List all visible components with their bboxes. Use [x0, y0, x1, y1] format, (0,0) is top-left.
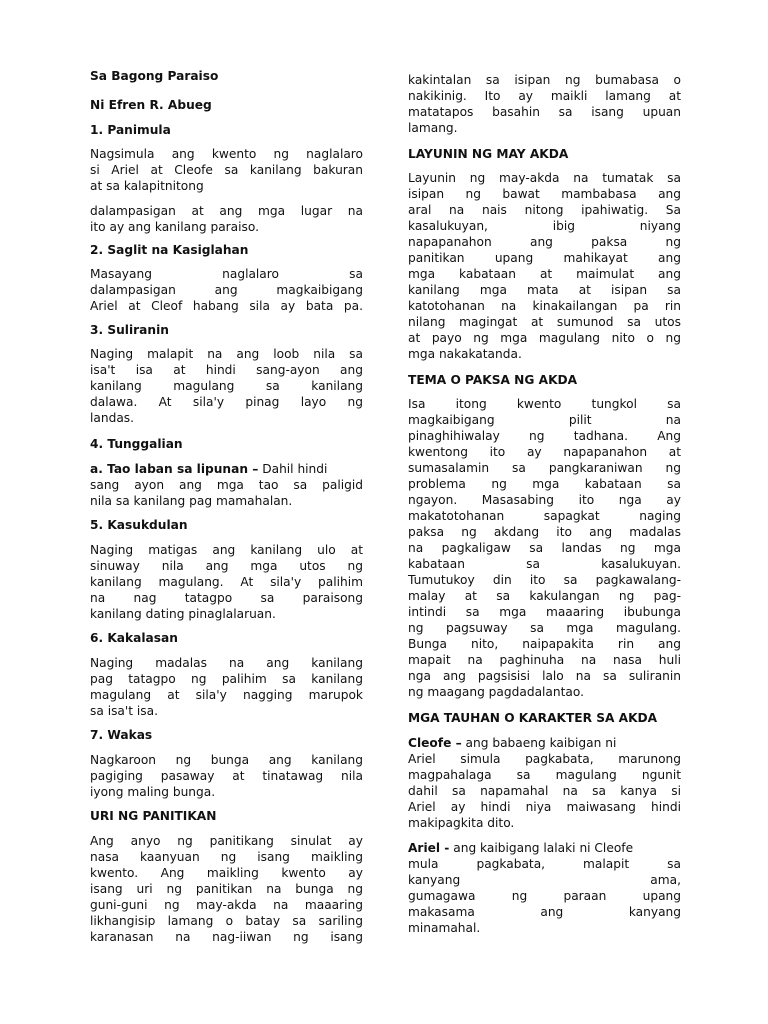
text-line: matatapos basahin sa isang upuan — [408, 105, 681, 119]
text-line: lamang. — [408, 121, 458, 135]
text-line: kanilang mga mata at isipan sa — [408, 283, 681, 297]
text-line: sa isa't isa. — [90, 704, 158, 718]
text-line — [408, 840, 681, 856]
text-line: dalampasigan at ang mga lugar na — [90, 204, 363, 218]
text-line: gumagawa ng paraan upang — [408, 889, 681, 903]
heading-wakas: 7. Wakas — [90, 728, 153, 742]
text-line: Layunin ng may-akda na tumatak sa — [408, 171, 681, 185]
text-line: dahil sa napamahal na sa kanya si — [408, 784, 681, 798]
heading-kakalasan: 6. Kakalasan — [90, 631, 178, 645]
heading-layunin: LAYUNIN NG MAY AKDA — [408, 147, 569, 161]
text-line: nilang magingat at sumunod sa utos — [408, 315, 681, 329]
text-line: si Ariel at Cleofe sa kanilang bakuran — [90, 163, 363, 177]
text-line: problema ng mga kabataan sa — [408, 477, 681, 491]
text-line: Tumutukoy din ito sa pagkawalang- — [408, 573, 681, 587]
text-line: makasama ang kanyang — [408, 905, 681, 919]
cleofe-text: ang babaeng kaibigan ni — [461, 736, 617, 750]
text-line: Ariel at Cleof habang sila ay bata pa. — [90, 299, 363, 313]
text-line: Masayang naglalaro sa — [90, 267, 363, 281]
text-line: kwento. Ang maikling kwento ay — [90, 866, 363, 880]
text-line — [90, 461, 363, 477]
text-line: mga kabataan at maimulat ang — [408, 267, 681, 281]
text-line — [408, 735, 681, 751]
text-line: karanasan na nag-iiwan ng isang — [90, 930, 363, 944]
text-line: na pagkaligaw sa landas ng mga — [408, 541, 681, 555]
text-line: Nagsimula ang kwento ng naglalaro — [90, 147, 363, 161]
text-line: Ariel ay hindi niya maiwasang hindi — [408, 800, 681, 814]
text-line: guni-guni ng may-akda na maaaring — [90, 898, 363, 912]
heading-uri: URI NG PANITIKAN — [90, 809, 217, 823]
text-line: mula pagkabata, malapit sa — [408, 857, 681, 871]
text-line: Naging malapit na ang loob nila sa — [90, 347, 363, 361]
text-line: likhangisip lamang o batay sa sariling — [90, 914, 363, 928]
text-line: Naging matigas ang kanilang ulo at — [90, 543, 363, 557]
text-line: minamahal. — [408, 921, 481, 935]
text-line: katotohanan na kinakailangan pa rin — [408, 299, 681, 313]
text-line: kanilang dating pinaglalaruan. — [90, 607, 276, 621]
text-line: dalawa. At sila'y pinag layo ng — [90, 395, 363, 409]
heading-panimula: 1. Panimula — [90, 123, 171, 137]
text-line: intindi sa mga maaaring ibubunga — [408, 605, 681, 619]
cleofe-lead: Cleofe – — [408, 736, 462, 750]
text-line: kanilang magulang sa kanilang — [90, 379, 363, 393]
text-line: nakikinig. Ito ay maikli lamang at — [408, 89, 681, 103]
text-line: at payo ng mga magulang nito o ng — [408, 331, 681, 345]
text-line: ito ay ang kanilang paraiso. — [90, 220, 259, 234]
document-title: Sa Bagong Paraiso — [90, 69, 219, 83]
text-line: mga nakakatanda. — [408, 347, 522, 361]
heading-tunggalian: 4. Tunggalian — [90, 437, 183, 451]
heading-tauhan: MGA TAUHAN O KARAKTER SA AKDA — [408, 711, 658, 725]
text-line: nasa kaanyuan ng isang maikling — [90, 850, 363, 864]
text-line: pagiging pasaway at tinatawag nila — [90, 769, 363, 783]
document-author: Ni Efren R. Abueg — [90, 98, 212, 112]
heading-kasukdulan: 5. Kasukdulan — [90, 518, 188, 532]
text-line: mapait na paghinuha na nasa huli — [408, 653, 681, 667]
text-line: kwentong ito ay napapanahon at — [408, 445, 681, 459]
text-line: pinaghihiwalay ng tadhana. Ang — [408, 429, 681, 443]
text-line: kanyang ama, — [408, 873, 681, 887]
text-line: ng maagang pagdadalantao. — [408, 685, 584, 699]
ariel-lead: Ariel - — [408, 841, 450, 855]
text-line: kanilang magulang. At sila'y palihim — [90, 575, 363, 589]
text-line: malay at sa kakulangan ng pag- — [408, 589, 681, 603]
text-line: napapanahon ang paksa ng — [408, 235, 681, 249]
text-line: Nagkaroon ng bunga ang kanilang — [90, 753, 363, 767]
text-line: iyong maling bunga. — [90, 785, 216, 799]
text-line: Bunga nito, naipapakita rin ang — [408, 637, 681, 651]
text-line: na nag tatagpo sa paraisong — [90, 591, 363, 605]
text-line: nga ang pagsisisi lalo na sa suliranin — [408, 669, 681, 683]
text-line: at sa kalapitnitong — [90, 179, 204, 193]
text-line: sinuway nila ang mga utos ng — [90, 559, 363, 573]
text-line: makatotohanan sapagkat naging — [408, 509, 681, 523]
text-line: makipagkita dito. — [408, 816, 515, 830]
text-line: pag tatagpo ng palihim sa kanilang — [90, 672, 363, 686]
text-line: Isa itong kwento tungkol sa — [408, 397, 681, 411]
text-line: kasalukuyan, ibig niyang — [408, 219, 681, 233]
text-line: isa't isa at hindi sang-ayon ang — [90, 363, 363, 377]
text-line: Ang anyo ng panitikang sinulat ay — [90, 834, 363, 848]
text-line: magulang at sila'y nagging marupok — [90, 688, 363, 702]
ariel-text: ang kaibigang lalaki ni Cleofe — [449, 841, 634, 855]
text-line: isipan ng bawat mambabasa ang — [408, 187, 681, 201]
tunggalian-lead: a. Tao laban sa lipunan – — [90, 462, 259, 476]
heading-saglit: 2. Saglit na Kasiglahan — [90, 243, 249, 257]
text-line: panitikan upang mahikayat ang — [408, 251, 681, 265]
text-line: kakintalan sa isipan ng bumabasa o — [408, 73, 681, 87]
text-line: sang ayon ang mga tao sa paligid — [90, 478, 363, 492]
heading-tema: TEMA O PAKSA NG AKDA — [408, 373, 578, 387]
text-line: paksa ng akdang ito ang madalas — [408, 525, 681, 539]
text-line: Naging madalas na ang kanilang — [90, 656, 363, 670]
text-line: isang uri ng panitikan na bunga ng — [90, 882, 363, 896]
tunggalian-text: Dahil hindi — [258, 462, 328, 476]
text-line: nila sa kanilang pag mamahalan. — [90, 494, 293, 508]
text-line: ngayon. Masasabing ito nga ay — [408, 493, 681, 507]
text-line: sumasalamin sa pangkaraniwan ng — [408, 461, 681, 475]
text-line: aral na nais nitong ipahiwatig. Sa — [408, 203, 681, 217]
text-line: ng pagsuway sa mga magulang. — [408, 621, 681, 635]
text-line: kabataan sa kasalukuyan. — [408, 557, 681, 571]
text-line: Ariel simula pagkabata, marunong — [408, 752, 681, 766]
text-line: dalampasigan ang magkaibigang — [90, 283, 363, 297]
text-line: landas. — [90, 411, 135, 425]
text-line: magkaibigang pilit na — [408, 413, 681, 427]
text-line: magpahalaga sa magulang ngunit — [408, 768, 681, 782]
heading-suliranin: 3. Suliranin — [90, 323, 169, 337]
